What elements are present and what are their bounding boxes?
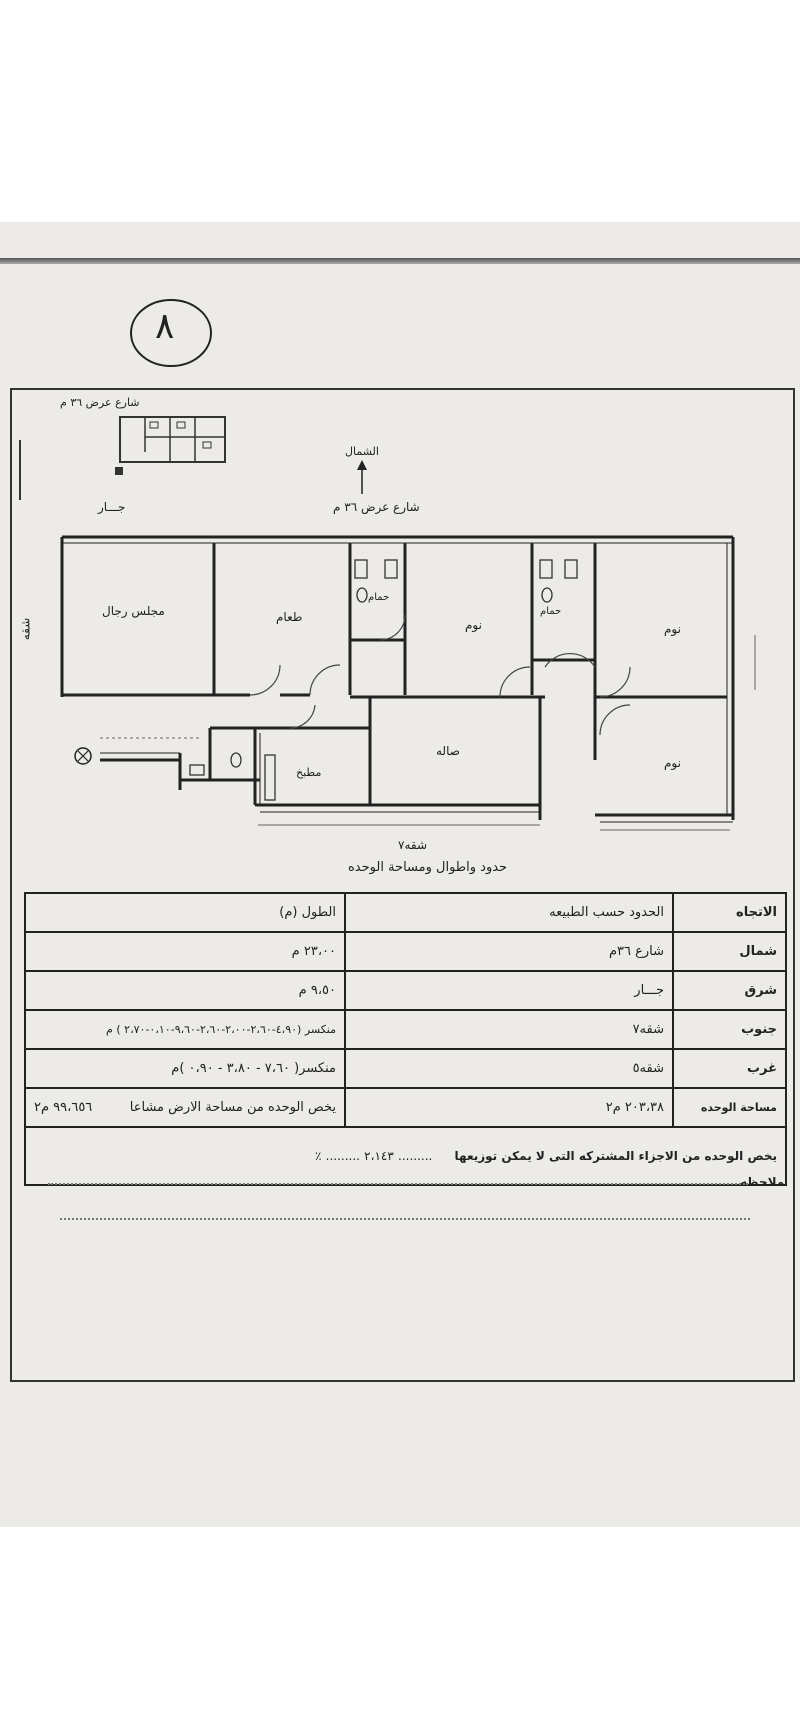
common-parts-label: يخص الوحده من الاجزاء المشتركه التى لا يمكن توزيعها — [454, 1149, 777, 1163]
left-side-label: شقه — [18, 617, 33, 641]
header-direction: الاتجاه — [673, 893, 786, 932]
table-row — [25, 1049, 786, 1088]
row-length: منكسر (٤،٩٠-٢،٦٠-٢،٠٠-٢،٦٠-٩،٦٠-٠،١٠-٢،٧٠ ) م — [25, 1010, 345, 1049]
header-length: الطول (م) — [25, 893, 345, 932]
table-row — [25, 971, 786, 1010]
notes-label: ملاحظه — [740, 1175, 785, 1189]
row-length: منكسر( ٧،٦٠ - ٣،٨٠ - ٠،٩٠ )م — [25, 1049, 345, 1088]
bottom-neighbor-label: شقه٧ — [398, 838, 428, 852]
row-bound: جـــار — [345, 971, 673, 1010]
row-direction: شرق — [673, 971, 786, 1010]
notes-line-1 — [48, 1183, 748, 1185]
row-bound: شقه٥ — [345, 1049, 673, 1088]
room-label-dining: طعام — [276, 610, 303, 624]
row-bound: شقه٧ — [345, 1010, 673, 1049]
room-label-bath-2: حمام — [540, 606, 562, 617]
page-number: ٨ — [155, 306, 175, 347]
room-label-majlis: مجلس رجال — [102, 604, 165, 618]
common-parts-value: ٢،١٤٣ — [364, 1149, 394, 1163]
room-label-hall: صاله — [436, 744, 460, 758]
land-share-value: ٩٩،٦٥٦ م٢ — [34, 1100, 93, 1115]
plan-caption: حدود واطوال ومساحة الوحده — [348, 860, 508, 875]
row-length: ٩،٥٠ م — [25, 971, 345, 1010]
header-natural-bounds: الحدود حسب الطبيعه — [345, 893, 673, 932]
north-label: الشمال — [345, 445, 379, 458]
table-header-row — [25, 893, 786, 932]
room-label-bedroom-2: نوم — [664, 622, 681, 636]
row-length: ٢٣،٠٠ م — [25, 932, 345, 971]
land-share-cell — [25, 1088, 345, 1127]
common-parts-row — [25, 1127, 786, 1185]
room-label-bedroom-1: نوم — [465, 618, 482, 632]
room-label-kitchen: مطبخ — [296, 766, 322, 779]
table-row — [25, 1010, 786, 1049]
boundaries-table — [24, 892, 787, 1186]
room-label-bath-1: حمام — [368, 592, 390, 603]
top-neighbor-label: جـــار — [98, 500, 126, 514]
row-direction: جنوب — [673, 1010, 786, 1049]
top-street-label: شارع عرض ٣٦ م — [333, 500, 420, 514]
key-plan-street-label: شارع عرض ٣٦ م — [60, 396, 140, 409]
area-value: ٢٠٣،٣٨ م٢ — [345, 1088, 673, 1127]
row-direction: غرب — [673, 1049, 786, 1088]
common-parts-cell: يخص الوحده من الاجزاء المشتركه التى لا يمكن توزيعها ......... ٢،١٤٣ ......... ٪ — [25, 1127, 786, 1185]
room-label-bedroom-3: نوم — [664, 756, 681, 770]
notes-line-2 — [60, 1218, 750, 1220]
table-row — [25, 932, 786, 971]
land-share-label: يخص الوحده من مساحة الارض مشاعا — [129, 1100, 336, 1115]
area-row — [25, 1088, 786, 1127]
common-parts-unit: ٪ — [315, 1149, 322, 1163]
row-bound: شارع ٣٦م — [345, 932, 673, 971]
area-label: مساحة الوحده — [673, 1088, 786, 1127]
row-direction: شمال — [673, 932, 786, 971]
